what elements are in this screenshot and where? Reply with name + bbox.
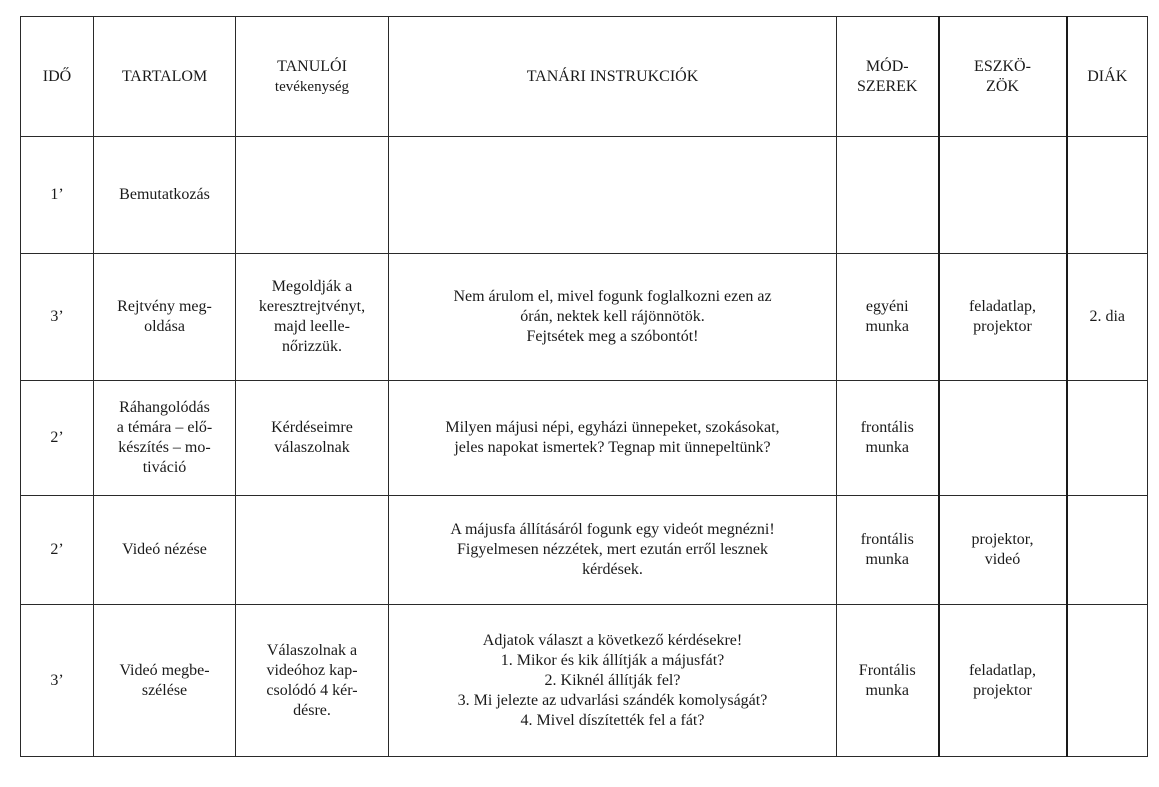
cell-tartalom — [94, 137, 236, 254]
cell-line: A májusfa állításáról fogunk egy videót megnézni! — [450, 521, 775, 538]
cell-line: Ráhangolódás — [119, 399, 210, 416]
table-body — [21, 137, 1148, 757]
header-modszerek — [837, 17, 939, 137]
cell-tanari — [389, 254, 837, 381]
cell-eszkozok — [939, 496, 1067, 605]
header-modszerek-line2: SZEREK — [857, 77, 918, 95]
cell-line: csolódó 4 kér- — [266, 681, 358, 699]
cell-line: 2. Kiknél állítják fel? — [544, 671, 681, 689]
cell-line: Válaszolnak a — [266, 641, 358, 659]
cell-line: Fejtsétek meg a szóbontót! — [526, 328, 699, 345]
cell-tanari — [389, 381, 837, 496]
cell-line: videó — [984, 551, 1021, 568]
cell-tanuloi — [236, 605, 389, 757]
cell-line: Videó nézése — [122, 541, 207, 558]
cell-modszerek — [837, 605, 939, 757]
header-eszkozok — [939, 17, 1067, 137]
cell-line: Frontális — [858, 661, 916, 679]
cell-line: projektor — [973, 318, 1032, 335]
cell-line: munka — [865, 681, 910, 699]
header-eszkozok-line2: ZÖK — [986, 77, 1019, 95]
cell-line: frontális — [860, 419, 914, 436]
cell-line: Kérdéseimre — [271, 419, 353, 436]
header-ido: IDŐ — [21, 17, 94, 137]
cell-diak — [1067, 137, 1148, 254]
cell-line: munka — [865, 318, 910, 335]
cell-line: egyéni — [865, 298, 909, 315]
cell-modszerek — [837, 496, 939, 605]
table-row — [21, 605, 1148, 757]
table-row — [21, 137, 1148, 254]
cell-eszkozok — [939, 254, 1067, 381]
cell-modszerek — [837, 137, 939, 254]
cell-ido: 2’ — [21, 381, 94, 496]
cell-line: készítés – mo- — [118, 439, 211, 456]
cell-ido: 3’ — [21, 605, 94, 757]
cell-line: kérdések. — [582, 561, 643, 578]
cell-line: válaszolnak — [274, 439, 350, 456]
cell-line: Videó megbe- — [119, 661, 210, 679]
cell-line: nőrizzük. — [282, 338, 342, 355]
header-eszkozok-line1: ESZKÖ- — [974, 57, 1031, 75]
cell-modszerek — [837, 381, 939, 496]
cell-line: Megoldják a — [271, 278, 353, 295]
cell-line: oldása — [144, 318, 185, 335]
cell-ido: 1’ — [21, 137, 94, 254]
cell-line: 3. Mi jelezte az udvarlási szándék komolyságát? — [457, 691, 768, 709]
cell-diak — [1067, 381, 1148, 496]
cell-diak — [1067, 496, 1148, 605]
cell-line: 1. Mikor és kik állítják a májusfát? — [500, 651, 725, 669]
cell-eszkozok — [939, 137, 1067, 254]
cell-line: majd leelle- — [274, 318, 350, 335]
cell-ido: 2’ — [21, 496, 94, 605]
cell-tanari — [389, 496, 837, 605]
cell-tanuloi — [236, 381, 389, 496]
header-tartalom: TARTALOM — [94, 17, 236, 137]
cell-line: 4. Mivel díszítették fel a fát? — [520, 711, 705, 729]
table-row — [21, 254, 1148, 381]
cell-tartalom — [94, 254, 236, 381]
header-tanuloi-line1: TANULÓI — [277, 57, 347, 75]
header-tanuloi-line2: tevékenység — [274, 78, 350, 95]
header-tanari: TANÁRI INSTRUKCIÓK — [389, 17, 837, 137]
cell-modszerek — [837, 254, 939, 381]
cell-line: désre. — [293, 701, 331, 719]
header-diak: DIÁK — [1067, 17, 1148, 137]
cell-line: szélése — [141, 681, 188, 699]
cell-line: videóhoz kap- — [266, 661, 358, 679]
cell-tanuloi — [236, 137, 389, 254]
table-row — [21, 496, 1148, 605]
cell-line: Nem árulom el, mivel fogunk foglalkozni ezen az — [453, 288, 772, 305]
cell-line: Bemutatkozás — [119, 186, 210, 203]
header-row — [21, 17, 1148, 137]
cell-tartalom — [94, 381, 236, 496]
table-row — [21, 381, 1148, 496]
header-tanuloi — [236, 17, 389, 137]
cell-tanuloi — [236, 496, 389, 605]
cell-eszkozok — [939, 381, 1067, 496]
cell-tanari — [389, 605, 837, 757]
cell-diak: 2. dia — [1067, 254, 1148, 381]
cell-eszkozok — [939, 605, 1067, 757]
cell-line: Adjatok választ a következő kérdésekre! — [482, 631, 743, 649]
cell-line: projektor, — [971, 531, 1034, 548]
lesson-plan-table — [20, 16, 1148, 757]
cell-line: jeles napokat ismertek? Tegnap mit ünnepeltünk? — [454, 439, 771, 456]
header-modszerek-line1: MÓD- — [865, 57, 909, 75]
cell-line: munka — [865, 439, 910, 456]
cell-tartalom — [94, 605, 236, 757]
cell-tanuloi — [236, 254, 389, 381]
cell-line: Figyelmesen nézzétek, mert ezután erről lesznek — [457, 541, 768, 558]
cell-line: a témára – elő- — [116, 419, 213, 436]
cell-line: feladatlap, — [968, 298, 1037, 315]
cell-line: órán, nektek kell rájönnötök. — [520, 308, 705, 325]
cell-line: projektor — [973, 681, 1032, 699]
cell-tartalom — [94, 496, 236, 605]
cell-ido: 3’ — [21, 254, 94, 381]
cell-line: tiváció — [142, 459, 187, 476]
cell-line: Rejtvény meg- — [117, 298, 212, 315]
cell-line: Milyen májusi népi, egyházi ünnepeket, szokásokat, — [445, 419, 780, 436]
cell-diak — [1067, 605, 1148, 757]
cell-line: feladatlap, — [968, 661, 1037, 679]
cell-tanari — [389, 137, 837, 254]
cell-line: keresztrejtvényt, — [258, 298, 366, 315]
cell-line: frontális — [860, 531, 914, 548]
cell-line: munka — [865, 551, 910, 568]
